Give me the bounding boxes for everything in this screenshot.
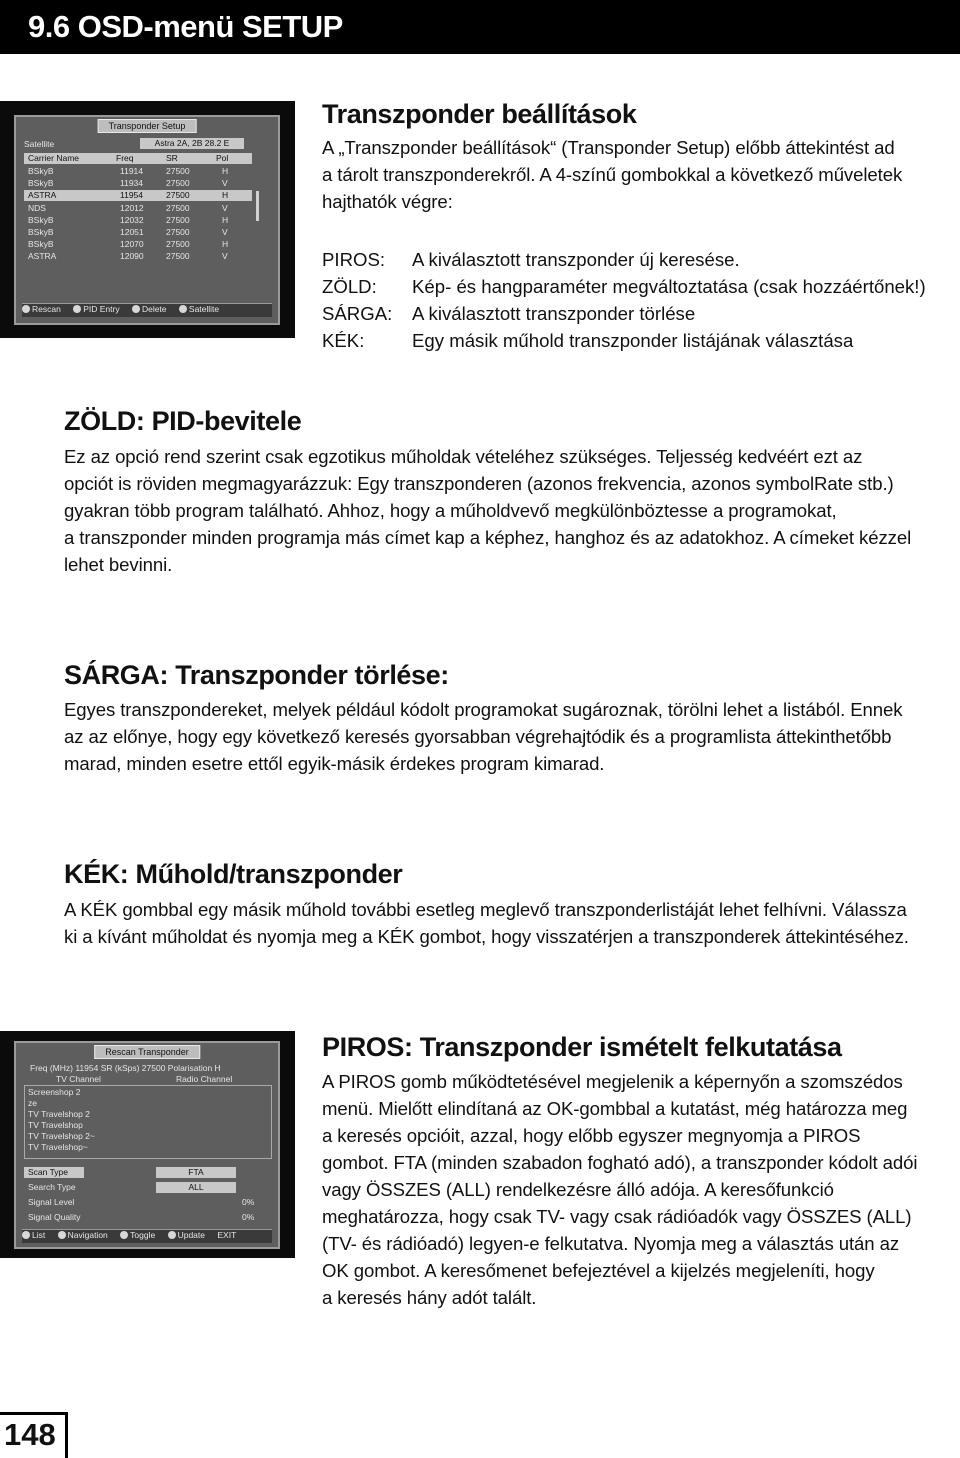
osd-row-sr: 27500 [166,215,190,225]
osd-option-label: Search Type [28,1182,76,1192]
delete-section-title: SÁRGA: Transzponder törlése: [64,660,449,690]
paragraph-line: gombot. FTA (minden szabadon fogható adó), a transzponder kódolt adói [322,1152,918,1173]
osd-row-pol: V [222,251,228,261]
color-key-row-red [322,246,926,273]
key-description: Kép- és hangparaméter megváltoztatása (csak hozzáértőnek!) [412,276,926,297]
paragraph-line: a tárolt transzponderekről. A 4-színű gombokkal a következő műveletek [322,164,903,185]
osd-footer-exit: EXIT [217,1230,237,1240]
osd-option-value: ALL [156,1182,236,1193]
osd-col-pol: Pol [216,153,229,163]
osd-row-freq: 11934 [120,178,144,188]
osd-footer-list: List [32,1230,46,1240]
color-key-row-green [322,273,926,300]
key-description: A kiválasztott transzponder új keresése. [412,249,740,270]
transponder-intro [322,134,902,215]
transponder-section-title: Transzponder beállítások [322,99,637,129]
osd-satellite-value: Astra 2A, 2B 28.2 E [140,138,244,149]
paragraph-line: A PIROS gomb működtetésével megjelenik a képernyőn a szomszédos [322,1071,903,1092]
osd-row-pol: H [222,190,229,200]
paragraph-line: a keresés opcióit, azzal, hogy előbb egyszer megnyomja a PIROS [322,1125,861,1146]
osd-footer-delete: Delete [141,304,167,314]
osd-row-name: BSkyB [28,178,54,188]
key-description: A kiválasztott transzponder törlése [412,303,696,324]
osd-row-name: BSkyB [28,227,54,237]
paragraph-line: meghatározza, hogy csak TV- vagy csak rádióadók vagy ÖSSZES (ALL) [322,1206,912,1227]
osd-row-pol: H [222,239,229,249]
rescan-section-title: PIROS: Transzponder ismételt felkutatása [322,1032,842,1062]
osd-row-pol: V [222,203,228,213]
page-title: 9.6 OSD-menü SETUP [28,9,343,44]
red-button-icon [22,305,30,313]
yellow-button-icon [132,305,140,313]
paragraph-line: A KÉK gombbal egy másik műhold további esetleg meglevő transzponderlistáját lehet felhívni. Válassza [64,899,907,920]
osd-footer-pid-entry: PID Entry [83,304,120,314]
satellite-paragraph [64,896,909,950]
paragraph-line: az az előnye, hogy egy következő keresés gyorsabban végrehajtódik és a programlista áttekinthetőbb [64,726,892,747]
paragraph-line: hajthatók végre: [322,191,453,212]
osd-row-freq: 11914 [120,166,144,176]
paragraph-line: A „Transzponder beállítások“ (Transponder Setup) előbb áttekintést ad [322,137,895,158]
key-label: PIROS: [322,249,386,270]
key-label: KÉK: [322,330,365,351]
key-description: Egy másik műhold transzponder listájának választása [412,330,854,351]
osd-row-sr: 27500 [166,239,190,249]
osd-option-value: 0% [242,1212,255,1222]
osd-option-label: Signal Level [28,1197,75,1207]
osd-row-pol: V [222,227,228,237]
satellite-section-title: KÉK: Műhold/transzponder [64,859,403,889]
osd-channel: ze [28,1098,37,1108]
osd-col-sr: SR [166,153,178,163]
osd-title: Rescan Transponder [94,1045,200,1059]
osd-screen [14,115,280,325]
osd-col-freq: Freq [116,153,134,163]
paragraph-line: opciót is röviden megmagyarázzuk: Egy transzponderen (azonos frekvencia, azonos symbolRate stb.) [64,473,894,494]
osd-row-sr: 27500 [166,166,190,176]
paragraph-line: lehet bevinni. [64,554,173,575]
color-key-row-yellow [322,300,926,327]
osd-row-sr: 27500 [166,251,190,261]
osd-row-sr: 27500 [166,178,190,188]
paragraph-line: Ez az opció rend szerint csak egzotikus műholdak vételéhez szükséges. Teljesség kedvéért ezt az [64,446,863,467]
pid-entry-section-title: ZÖLD: PID-bevitele [64,406,302,436]
osd-col-carrier: Carrier Name [28,153,80,163]
osd-row-freq: 12012 [120,203,144,213]
list-button-icon [22,1231,30,1239]
osd-footer-rescan: Rescan [32,304,61,314]
osd-channel: TV Travelshop [28,1120,83,1130]
update-button-icon [168,1231,176,1239]
paragraph-line: Egyes transzpondereket, melyek például kódolt programokat sugároznak, törölni lehet a listából. Ennek [64,699,903,720]
osd-row-name: ASTRA [28,251,57,261]
osd-footer-navigation: Navigation [67,1230,108,1240]
paragraph-line: a keresés hány adót talált. [322,1287,537,1308]
paragraph-line: ki a kívánt műholdat és nyomja meg a KÉK gombot, hogy visszatérjen a transzponderek áttekintéséhez. [64,926,909,947]
toggle-button-icon [120,1231,128,1239]
osd-channel: Screenshop 2 [28,1087,81,1097]
osd-row-sr: 27500 [166,227,190,237]
osd-tv-channel-header: TV Channel [56,1074,101,1084]
page-number: 148 [0,1412,68,1458]
osd-row-freq: 12032 [120,215,144,225]
osd-footer-toggle: Toggle [130,1230,156,1240]
transponder-setup-screenshot [0,101,295,338]
osd-row-pol: V [222,178,228,188]
osd-row-name: BSkyB [28,215,54,225]
osd-row-sr: 27500 [166,203,190,213]
osd-title: Transponder Setup [98,119,197,133]
osd-channel: TV Travelshop 2 [28,1109,90,1119]
paragraph-line: OK gombot. A keresőmenet befejeztével a kijelzés megjeleníti, hogy [322,1260,875,1281]
navigation-button-icon [58,1231,66,1239]
paragraph-line: menü. Mielőtt elindítaná az OK-gombbal a kutatást, még határozza meg [322,1098,908,1119]
osd-row-name: BSkyB [28,239,54,249]
green-button-icon [73,305,81,313]
osd-option-label: Signal Quality [28,1212,81,1222]
osd-row-sr: 27500 [166,190,190,200]
osd-transponder-info: Freq (MHz) 11954 SR (kSps) 27500 Polarisation H [30,1063,221,1073]
osd-footer [22,1229,272,1243]
osd-row-freq: 12070 [120,239,144,249]
osd-row-pol: H [222,166,229,176]
osd-footer [22,303,272,317]
color-key-list [322,246,926,354]
osd-radio-channel-header: Radio Channel [176,1074,233,1084]
osd-row-freq: 12090 [120,251,144,261]
key-label: ZÖLD: [322,276,377,297]
paragraph-line: vagy ÖSSZES (ALL) rendelkezésre álló adója. A keresőfunkció [322,1179,834,1200]
osd-option-label: Scan Type [28,1167,69,1177]
osd-satellite-label: Satellite [24,139,55,149]
osd-channel: TV Travelshop~ [28,1142,88,1152]
osd-row-name: NDS [28,203,46,213]
osd-screen [14,1041,280,1249]
osd-footer-update: Update [177,1230,206,1240]
osd-footer-satellite: Satellite [188,304,220,314]
pid-entry-paragraph [64,443,911,578]
header-bar [0,0,960,54]
osd-row-name: ASTRA [28,190,57,200]
rescan-transponder-screenshot [0,1031,295,1258]
blue-button-icon [179,305,187,313]
paragraph-line: marad, minden esetre ettől egyik-másik érdekes program kimarad. [64,753,605,774]
osd-channel: TV Travelshop 2~ [28,1131,95,1141]
rescan-paragraph [322,1068,917,1311]
osd-row-name: BSkyB [28,166,54,176]
osd-scrollbar [256,191,259,221]
osd-option-value: 0% [242,1197,255,1207]
key-label: SÁRGA: [322,303,393,324]
osd-row-pol: H [222,215,229,225]
osd-option-value: FTA [156,1167,236,1178]
color-key-row-blue [322,327,926,354]
delete-paragraph [64,696,902,777]
paragraph-line: a transzponder minden programja más címet kap a képhez, hanghoz és az adatokhoz. A címeket kézzel [64,527,912,548]
paragraph-line: gyakran több program található. Ahhoz, hogy a műholdvevő megkülönböztesse a programokat, [64,500,837,521]
osd-row-freq: 11954 [120,190,144,200]
osd-row-freq: 12051 [120,227,144,237]
paragraph-line: (TV- és rádióadó) legyen-e felkutatva. Nyomja meg a választás után az [322,1233,900,1254]
